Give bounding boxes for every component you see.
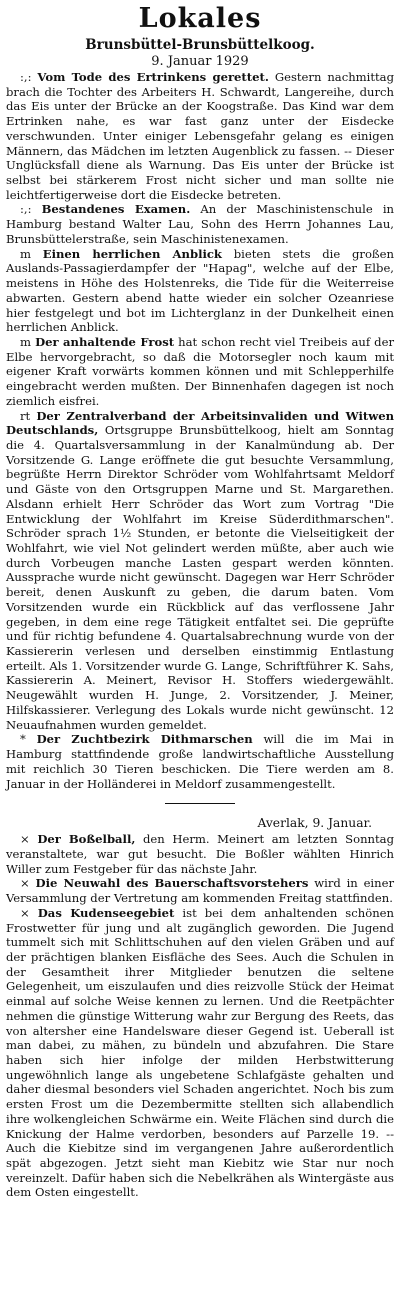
item-headline: Der Zentralverband der Arbeitsinvaliden und Witwen Deutschlands, (6, 408, 395, 438)
item-marker: rt (20, 408, 31, 423)
news-item (6, 832, 394, 876)
item-text: bieten stets die großen Auslands-Passagierdampfer der "Hapag", welche auf der Elbe, meistens in Höhe des Holstenreks, die Tide für die Weiterreise abwarten. Gestern abend hatte wieder ein solcher Ozeanriese hier festgelegt und bot im Lichterglanz in der Dunkelheit einen herrlichen Anblick. (6, 246, 395, 335)
item-marker: * (20, 732, 26, 747)
item-text: Ortsgruppe Brunsbüttelkoog, hielt am Sonntag die 4. Quartalsversammlung in der Kanalmündung ab. Der Vorsitzende G. Lange eröffnete die gut besuchte Versammlung, begrüßte Herrn Direktor Schröder vom Wohlfahrtsamt Meldorf und Gäste von den Ortsgruppen Marne und St. Margarethen. Alsdann erhielt Herr Schröder das Wort zum Vortrag "Die Entwicklung der Wohlfahrt im Kreise Süderdithmarschen". Schröder sprach 1½ Stunden, er betonte die Vielseitigkeit der Wohlfahrt, wie viel Not gelindert werden müßte, aber auch wie durch Vorbeugen manche Lasten gespart werden könnten. Aussprache wurde nicht gewünscht. Dagegen war Herr Schröder bereit, denen Auskunft zu geben, die darum baten. Vom Vorsitzenden wurde ein Rückblick auf das verflossene Jahr gegeben, in dem eine rege Tätigkeit entfaltet sei. Die geprüfte und für richtig befundene 4. Quartalsabrechnung wurde von der Kassiererin verlesen und derselben einstimmig Entlastung erteilt. Als 1. Vorsitzender wurde G. Lange, Schriftführer K. Sahs, Kassiererin A. Meinert, Revisor H. Stoffers wiedergewählt. Neugewählt wurden H. Junge, 2. Vorsitzender, J. Meiner, Hilfskassierer. Verlegung des Lokals wurde nicht gewünscht. 12 Neuaufnahmen wurden gemeldet. (6, 423, 394, 732)
section-title: Lokales (138, 3, 262, 34)
news-item (6, 70, 394, 202)
item-headline: Der Boßelball, (37, 832, 136, 847)
item-text: den Herm. Meinert am letzten Sonntag veranstaltete, war gut besucht. Die Boßler wählten Hinrich Willer zum Festgeber für das nächste Jahr. (6, 832, 395, 876)
item-marker: :,: (20, 202, 32, 217)
news-items-brunsbuettel (6, 70, 394, 791)
item-marker: × (20, 876, 30, 891)
dateline-averlak: Averlak, 9. Januar. (257, 816, 372, 831)
newspaper-column (6, 0, 394, 1200)
news-item (6, 247, 394, 335)
item-headline: Der anhaltende Frost (35, 334, 175, 349)
item-text: An der Maschinistenschule in Hamburg bestand Walter Lau, Sohn des Herrn Johannes Lau, Brunsbüttelerstraße, sein Maschinistenexamen. (6, 202, 394, 246)
news-items-averlak (6, 832, 394, 1200)
item-text: wird in einer Versammlung der Vertretung am kommenden Freitag stattfinden. (6, 876, 395, 906)
news-item (6, 906, 394, 1200)
item-headline: Die Neuwahl des Bauerschaftsvorstehers (35, 876, 309, 891)
item-text: will die im Mai in Hamburg stattfindende große landwirtschaftliche Ausstellung mit reichlich 30 Tieren beschicken. Die Tiere werden am 8. Januar in der Holländerei in Meldorf zusammengestellt. (6, 732, 394, 791)
item-text: hat schon recht viel Treibeis auf der Elbe hervorgebracht, so daß die Motorsegler noch kaum mit eigener Kraft vorwärts kommen können und mit Schlepperhilfe eingebracht werden mußten. Der Binnenhafen dagegen ist noch ziemlich eisfrei. (6, 334, 395, 408)
item-marker: × (20, 905, 30, 920)
item-headline: Bestandenes Examen. (41, 202, 191, 217)
item-headline: Das Kudenseegebiet (37, 905, 175, 920)
item-text: Gestern nachmittag brach die Tochter des Arbeiters H. Schwardt, Langereihe, durch das Eis unter der Brücke an der Koogstraße. Das Kind war dem Ertrinken nahe, es war fast ganz unter der Eisdecke verschwunden. Unter einiger Lebensgefahr gelang es einigen Männern, das Mädchen im letzten Augenblick zu fassen. -- Dieser Unglücksfall diene als Warnung. Das Eis unter der Brücke ist selbst bei stärkerem Frost nicht sicher und man sollte nie leichtfertigerweise dort die Eisdecke betreten. (6, 70, 395, 202)
item-headline: Einen herrlichen Anblick (42, 246, 222, 261)
news-item (6, 202, 394, 246)
section-divider (165, 803, 235, 804)
item-marker: × (20, 832, 30, 847)
item-marker: m (20, 334, 31, 349)
item-text: ist bei dem anhaltenden schönen Frostwetter für jung und alt zugänglich geworden. Die Jugend tummelt sich mit Schlittschuhen auf den vielen Gräben und auf der prächtigen blanken Eisfläche des Sees. Auch die Schulen in der Gesamtheit ihrer Mitglieder benutzen die seltene Gelegenheit, um eiszulaufen und dies reizvolle Stück der Heimat einmal auf solche Weise kennen zu lernen. Und die Reetpächter nehmen die günstige Witterung wahr zur Bergung des Reets, das von altersher eine Handelsware dieser Gegend ist. Ueberall ist man dabei, zu mähen, zu bündeln und abzufahren. Die Stare haben sich hier infolge der milden Herbstwitterung ungewöhnlich lange als ungebetene Schlafgäste gehalten und daher diesmal besonders viel Schaden angerichtet. Noch bis zum ersten Frost um die Dezembermitte stellten sich allabendlich ihre wolkengleichen Schwärme ein. Weite Flächen sind durch die Knickung der Halme verdorben, besonders auf Parzelle 19. -- Auch die Kiebitze sind im vergangenen Jahre außerordentlich spät abgezogen. Jetzt sieht man Kiebitz wie Star nur noch vereinzelt. Dafür haben sich die Nebelkrähen als Wintergäste aus dem Osten eingestellt. (6, 905, 394, 1200)
news-item (6, 876, 394, 905)
issue-date: 9. Januar 1929 (151, 54, 249, 69)
news-item (6, 732, 394, 791)
location-heading: Brunsbüttel-Brunsbüttelkoog. (85, 37, 315, 53)
item-headline: Vom Tode des Ertrinkens gerettet. (37, 70, 269, 84)
news-item (6, 409, 394, 733)
item-headline: Der Zuchtbezirk Dithmarschen (36, 732, 253, 747)
item-marker: m (20, 246, 31, 261)
news-item (6, 335, 394, 409)
item-marker: :,: (20, 70, 32, 84)
